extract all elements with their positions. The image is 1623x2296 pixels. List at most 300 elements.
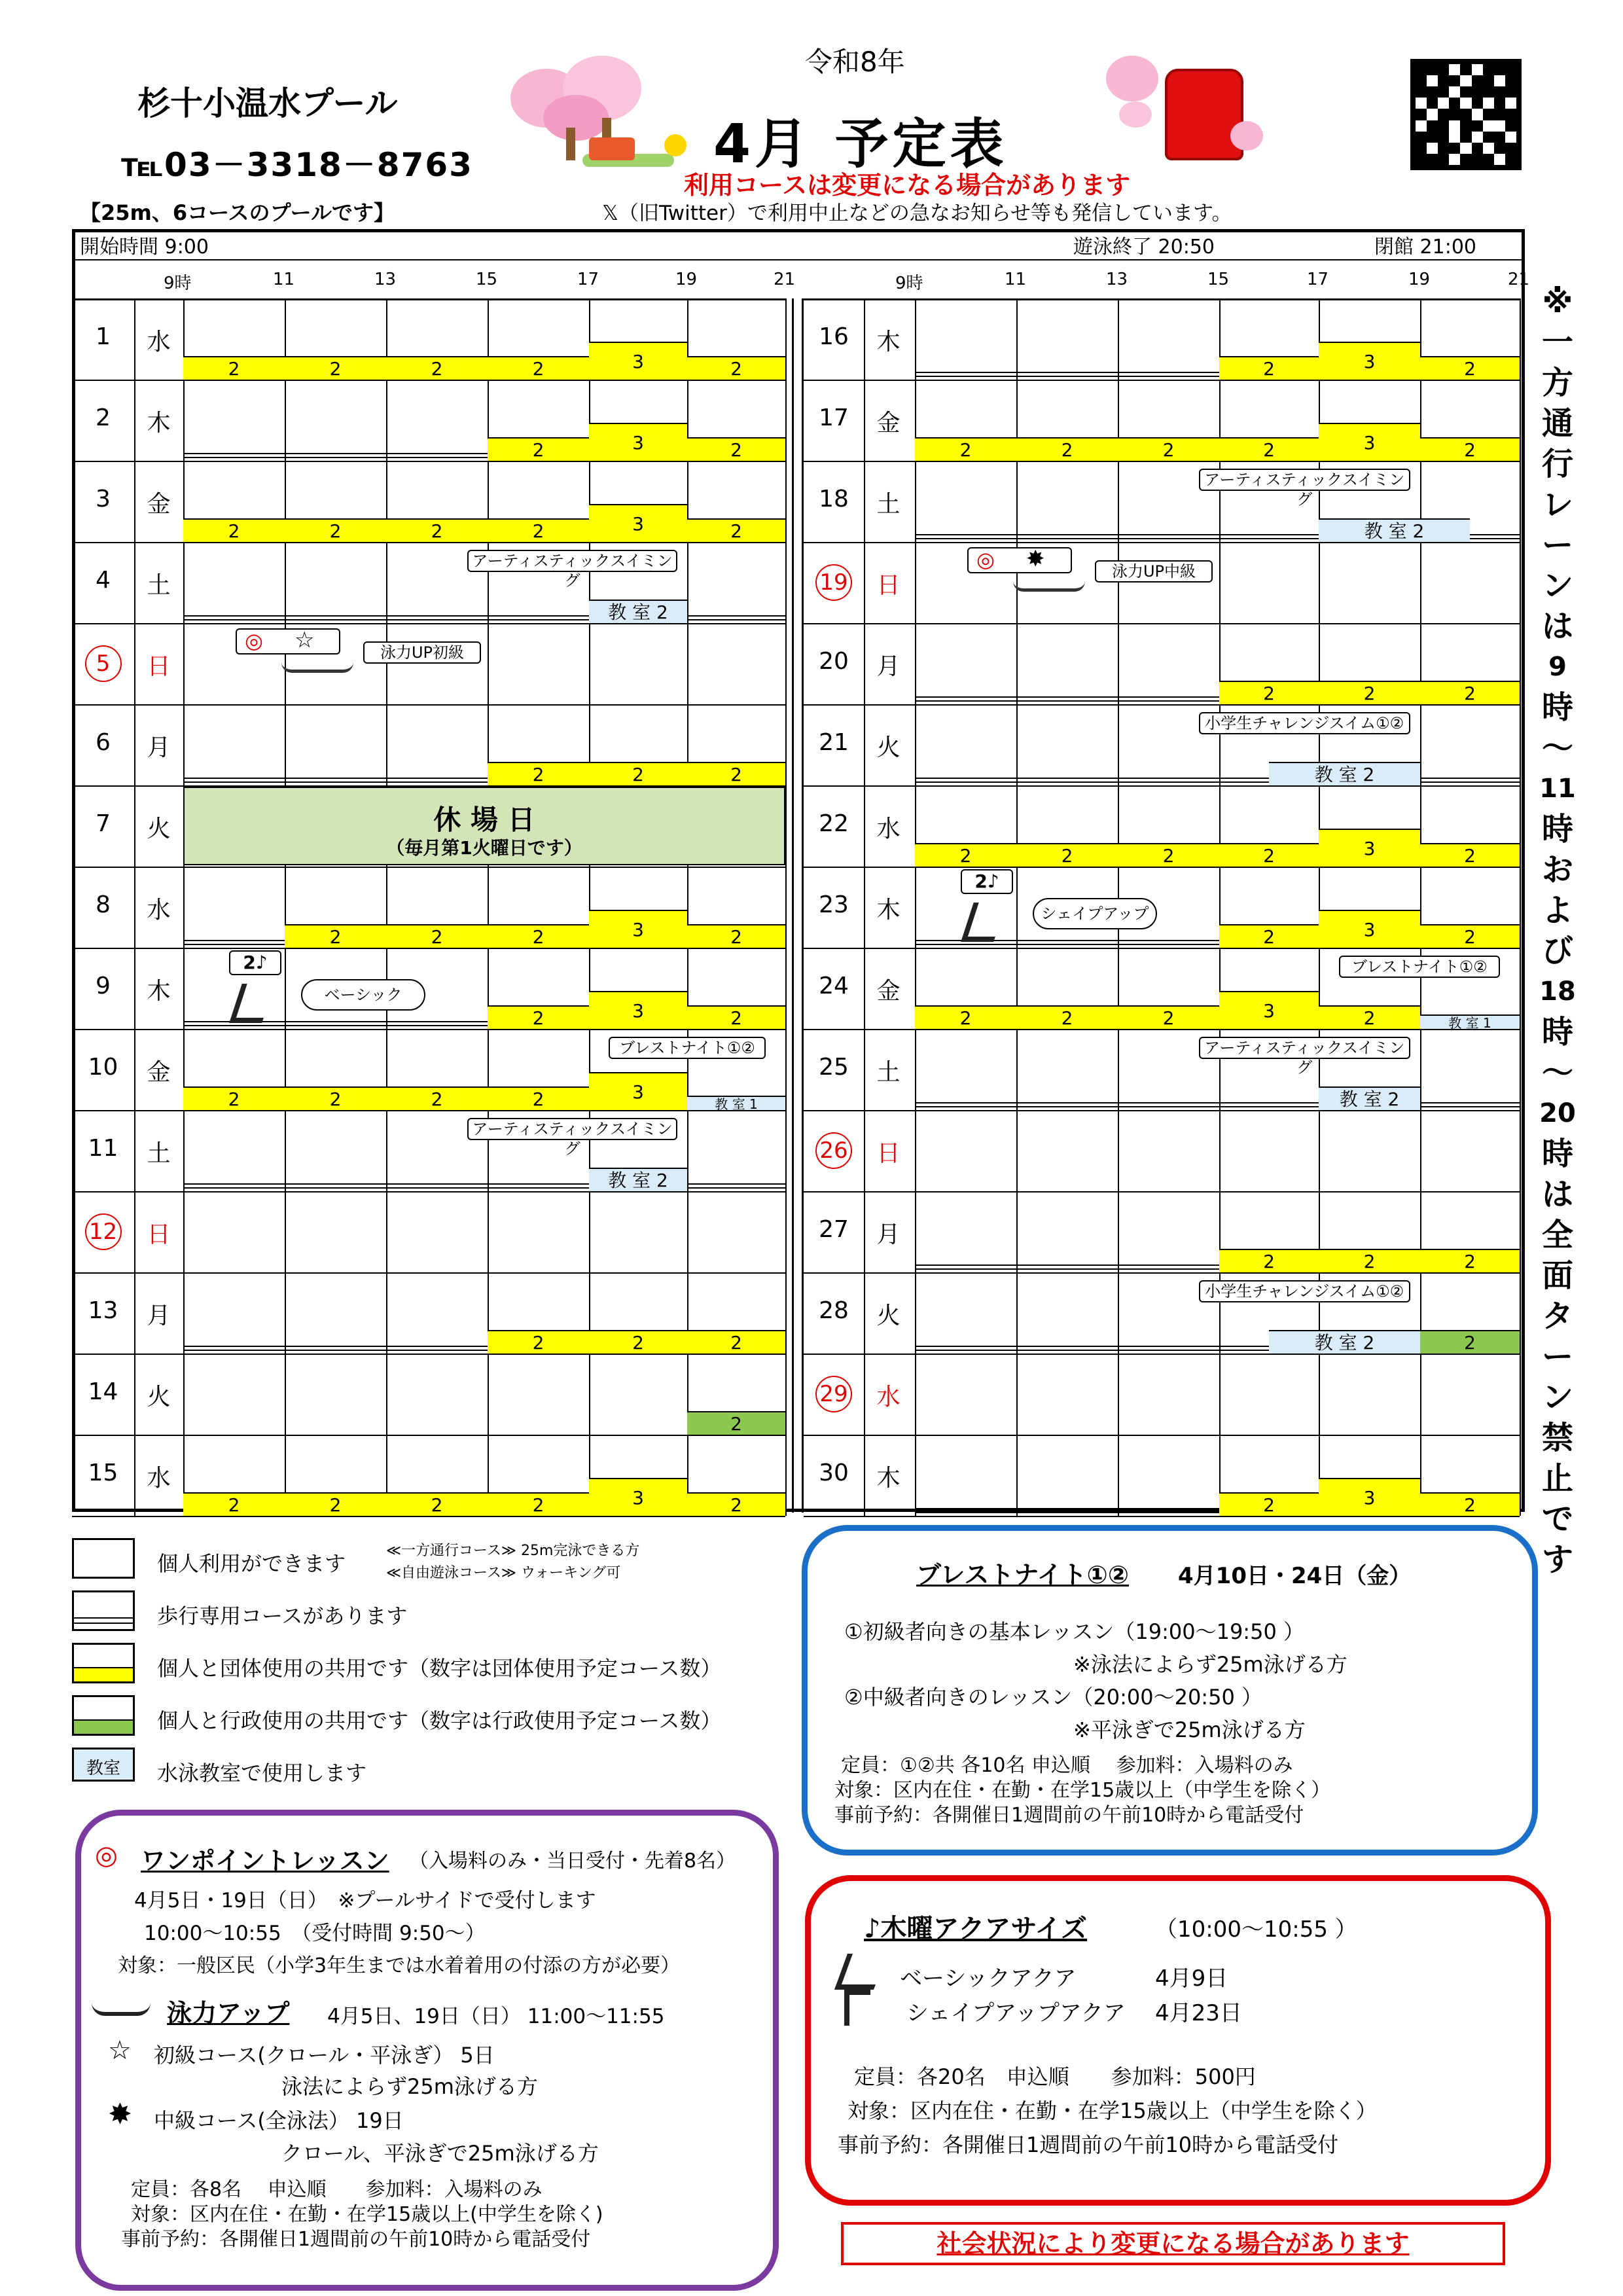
- shared-use-cell: 2: [183, 1492, 285, 1516]
- weekday: 日: [876, 572, 901, 599]
- weekday: 日: [147, 653, 171, 680]
- double-circle-icon: ◎: [976, 547, 995, 572]
- grid-line: [285, 704, 286, 785]
- grid-line: [785, 1354, 787, 1435]
- row-divider: [72, 1191, 785, 1193]
- one-point-reservation: 事前予約：各開催日1週間前の午前10時から電話受付: [121, 2228, 591, 2251]
- grid-line: [1520, 542, 1521, 623]
- shared-use-cell: 2: [386, 356, 488, 380]
- grid-line: [1420, 1354, 1421, 1435]
- grid-line: [1219, 1110, 1221, 1191]
- shared-use-cell: 3: [1319, 829, 1420, 867]
- page-title: 4月 予定表: [713, 113, 1008, 175]
- classroom-cell: 教 室 2: [1319, 518, 1470, 542]
- weekday: 木: [147, 978, 171, 1005]
- grid-line: [285, 1110, 286, 1191]
- grid-line: [915, 461, 916, 542]
- classroom-cell: 教 室 2: [589, 600, 687, 623]
- shared-use-cell: 2: [183, 1086, 285, 1110]
- school-bag-illustration: [1106, 56, 1263, 167]
- grid-line: [785, 461, 787, 542]
- close-time: 閉館 21:00: [1374, 236, 1476, 259]
- solid-star-icon: ✸: [108, 2098, 132, 2131]
- one-way-lane-note: [1538, 281, 1577, 1580]
- shared-use-cell: 2: [1420, 437, 1520, 461]
- shared-use-cell: 2: [1420, 1249, 1520, 1272]
- shared-use-cell: 2: [915, 1005, 1016, 1029]
- day-number: 5: [85, 645, 122, 682]
- grid-line: [1319, 1110, 1320, 1191]
- legend-sub-1: ≪一方通行コース≫ 25m完泳できる方: [386, 1543, 640, 1559]
- grid-line: [785, 1435, 787, 1516]
- row-divider: [804, 785, 1520, 787]
- grid-line: [785, 704, 787, 785]
- breast-night-line4: ※平泳ぎで25m泳げる方: [1073, 1717, 1306, 1742]
- shared-use-cell: 3: [589, 1478, 687, 1516]
- day-number: 4: [96, 567, 111, 594]
- shared-use-cell: 3: [589, 910, 687, 948]
- weekday: 火: [876, 1302, 901, 1329]
- grid-line: [1118, 1435, 1119, 1516]
- grid-line: [1420, 542, 1421, 623]
- grid-line: [687, 1110, 688, 1191]
- grid-line: [183, 948, 185, 1029]
- shared-use-cell: 2: [1420, 356, 1520, 380]
- legend-sub-2: ≪自由遊泳コース≫ ウォーキング可: [386, 1565, 621, 1581]
- weekday: 火: [147, 1384, 171, 1410]
- grid-line: [1016, 1110, 1018, 1191]
- day-number: 20: [819, 648, 849, 675]
- shared-use-cell: 2: [687, 356, 785, 380]
- day-number: 27: [819, 1216, 849, 1243]
- legend-swatch: [72, 1695, 135, 1736]
- grid-line: [915, 1354, 916, 1435]
- grid-line: [488, 1191, 489, 1272]
- day-number: 18: [819, 486, 849, 512]
- grid-line: [1118, 1354, 1119, 1435]
- grid-line: [1016, 1354, 1018, 1435]
- side-note-char: 11: [1539, 774, 1576, 804]
- day-number: 24: [819, 973, 849, 999]
- row-divider: [804, 1354, 1520, 1355]
- grid-line: [1016, 1435, 1018, 1516]
- time-tick: 15: [476, 270, 498, 289]
- row-divider: [72, 948, 785, 949]
- shared-use-cell: 2: [1420, 1492, 1520, 1516]
- shared-use-cell: 2: [687, 437, 785, 461]
- grid-line: [1520, 785, 1521, 867]
- grid-line: [386, 1110, 387, 1191]
- row-divider: [804, 704, 1520, 706]
- shared-use-cell: 2: [1319, 681, 1420, 704]
- row-divider: [72, 1354, 785, 1355]
- shared-use-cell: 2: [488, 1492, 589, 1516]
- grid-line: [785, 380, 787, 461]
- time-tick: 11: [273, 270, 295, 289]
- swim-end-time: 遊泳終了 20:50: [1073, 236, 1215, 259]
- grid-line: [386, 1354, 387, 1435]
- pool-name: 杉十小温水プール: [137, 84, 398, 122]
- intermediate-course: 中級コース(全泳法） 19日: [154, 2108, 404, 2133]
- day-number: 12: [85, 1213, 122, 1250]
- grid-line: [1016, 704, 1018, 785]
- walking-lane: [915, 1102, 1520, 1107]
- grid-line: [183, 1110, 185, 1191]
- breast-night-target: 対象：区内在住・在勤・在学15歳以上（中学生を除く）: [834, 1779, 1331, 1802]
- grid-line: [1520, 1435, 1521, 1516]
- weekday: 日: [147, 1221, 171, 1248]
- grid-line: [785, 1272, 787, 1354]
- shared-use-cell: 2: [386, 1492, 488, 1516]
- grid-line: [915, 867, 916, 948]
- time-tick: 11: [1005, 270, 1027, 289]
- breast-night-title: ブレストナイト①②: [916, 1560, 1130, 1589]
- side-note-char: ～: [1541, 1054, 1573, 1091]
- shared-use-cell: 2: [1420, 1330, 1520, 1354]
- swimmer-icon: [281, 662, 353, 673]
- side-note-char: 行: [1541, 446, 1573, 482]
- row-divider: [72, 380, 785, 381]
- shared-use-cell: 2: [687, 1005, 785, 1029]
- day-number: 19: [815, 564, 852, 601]
- weekday: 月: [876, 1221, 901, 1248]
- shared-use-cell: 2: [488, 1330, 589, 1354]
- grid-line: [785, 298, 787, 380]
- side-note-char: 方: [1541, 365, 1573, 401]
- grid-line: [1520, 461, 1521, 542]
- day-number: 25: [819, 1054, 849, 1081]
- aquasize-time: （10:00～10:55 ）: [1155, 1916, 1357, 1943]
- shared-use-cell: 2: [285, 924, 386, 948]
- grid-line: [1016, 1191, 1018, 1272]
- side-note-char: 通: [1541, 405, 1573, 442]
- day-number: 28: [819, 1297, 849, 1324]
- shared-use-cell: 2: [386, 1086, 488, 1110]
- shared-use-cell: 2: [488, 1086, 589, 1110]
- shared-use-cell: 2: [183, 518, 285, 542]
- side-note-char: 止: [1541, 1460, 1573, 1497]
- aqua-count-box: 2♪: [229, 950, 281, 975]
- shared-use-cell: 2: [589, 762, 687, 785]
- shared-use-cell: 2: [1420, 924, 1520, 948]
- grid-line: [915, 1435, 916, 1516]
- weekday: 金: [147, 491, 171, 518]
- grid-line: [785, 1029, 787, 1110]
- day-number: 30: [819, 1460, 849, 1486]
- row-divider: [804, 380, 1520, 381]
- shared-use-cell: 2: [488, 762, 589, 785]
- row-divider: [804, 1516, 1520, 1517]
- row-divider: [72, 1029, 785, 1030]
- side-note-char: タ: [1541, 1298, 1573, 1335]
- classroom-cell: 教 室 1: [687, 1096, 785, 1110]
- grid-line: [1219, 542, 1221, 623]
- time-tick: 21: [774, 270, 796, 289]
- shared-use-cell: 2: [1016, 437, 1118, 461]
- grid-line: [1520, 1110, 1521, 1191]
- weekday: 水: [147, 329, 171, 355]
- grid-line: [285, 948, 286, 1029]
- event-callout: ブレストナイト①②: [609, 1037, 766, 1059]
- row-divider: [72, 461, 785, 462]
- side-note-char: 18: [1539, 977, 1576, 1007]
- one-point-lesson-dates: 4月5日・19日（日） ※プールサイドで受付します: [134, 1889, 596, 1912]
- aqua-name-callout: シェイプアップ: [1033, 898, 1157, 929]
- grid-line: [1016, 1272, 1018, 1354]
- grid-line: [285, 380, 286, 461]
- side-note-char: 9: [1548, 652, 1567, 682]
- grid-line: [183, 623, 185, 704]
- row-divider: [72, 1435, 785, 1436]
- day-number: 1: [96, 323, 111, 350]
- grid-line: [915, 1191, 916, 1272]
- shared-use-cell: 2: [285, 518, 386, 542]
- weekday: 水: [876, 816, 901, 842]
- grid-line: [386, 1191, 387, 1272]
- grid-line: [1118, 1272, 1119, 1354]
- swim-up-date: 4月5日、19日（日） 11:00～11:55: [327, 2005, 665, 2028]
- swim-up-title: 泳力アップ: [167, 1999, 290, 2028]
- day-number: 17: [819, 404, 849, 431]
- row-divider: [804, 867, 1520, 868]
- grid-line: [1420, 1029, 1421, 1110]
- grid-line: [785, 867, 787, 948]
- legend-label: 水泳教室で使用します: [157, 1761, 367, 1785]
- grid-line: [1118, 298, 1119, 380]
- grid-top: [72, 298, 785, 300]
- shared-use-cell: 3: [589, 504, 687, 542]
- row-divider: [72, 1516, 785, 1517]
- shared-use-cell: 3: [589, 991, 687, 1029]
- intermediate-course-req: クロール、平泳ぎで25m泳げる方: [281, 2141, 599, 2166]
- side-note-char: 時: [1541, 1136, 1573, 1172]
- weekday: 土: [147, 572, 171, 599]
- day-number: 23: [819, 891, 849, 918]
- shared-use-cell: 2: [1118, 437, 1219, 461]
- shared-use-cell: 2: [1219, 437, 1319, 461]
- time-tick: 19: [1408, 270, 1431, 289]
- event-callout: アーティスティックスイミング: [1199, 1037, 1410, 1059]
- grid-line: [589, 1354, 590, 1435]
- row-divider: [72, 542, 785, 543]
- weekday: 水: [147, 897, 171, 924]
- row-divider: [72, 704, 785, 706]
- grid-line: [1319, 542, 1320, 623]
- grid-line: [183, 1354, 185, 1435]
- time-tick: 9時: [895, 274, 923, 293]
- grid-line: [1016, 623, 1018, 704]
- grid-line: [1016, 1029, 1018, 1110]
- shared-use-cell: 2: [1420, 681, 1520, 704]
- shared-use-cell: 2: [488, 924, 589, 948]
- weekday: 月: [147, 1302, 171, 1329]
- weekday: 金: [876, 410, 901, 437]
- grid-line: [285, 1272, 286, 1354]
- grid-line: [915, 1272, 916, 1354]
- one-point-lesson-target: 対象：一般区民（小学3年生までは水着着用の付添の方が必要）: [118, 1954, 681, 1977]
- social-situation-notice: 社会状況により変更になる場合があります: [841, 2222, 1505, 2265]
- shared-use-cell: 2: [488, 437, 589, 461]
- shared-use-cell: 2: [1319, 1005, 1420, 1029]
- grid-line: [589, 623, 590, 704]
- double-circle-icon: ◎: [95, 1840, 118, 1871]
- day-number: 7: [96, 810, 111, 837]
- shared-use-cell: 2: [915, 843, 1016, 867]
- classroom-cell: 教 室 1: [1420, 1014, 1520, 1029]
- weekday: 金: [147, 1059, 171, 1086]
- pool-spec: 【25m、6コースのプールです】: [80, 200, 395, 225]
- open-star-icon: ☆: [108, 2036, 132, 2066]
- side-note-char: 一: [1541, 324, 1573, 361]
- walking-lane: [183, 1183, 785, 1189]
- grid-line: [1520, 867, 1521, 948]
- swimmer-icon: [92, 2003, 151, 2016]
- grid-line: [785, 623, 787, 704]
- side-note-char: は: [1541, 1176, 1573, 1213]
- aqua-count-box: 2♪: [961, 869, 1013, 894]
- shared-use-cell: 3: [589, 423, 687, 461]
- day-number: 9: [96, 973, 111, 999]
- walk-swatch: [74, 1617, 133, 1624]
- event-callout: 小学生チャレンジスイム①②: [1199, 1280, 1410, 1302]
- side-note-char: 時: [1541, 811, 1573, 848]
- grid-line: [1520, 1029, 1521, 1110]
- grid-line: [1118, 1029, 1119, 1110]
- basic-aqua-date: 4月9日: [1155, 1965, 1228, 1992]
- shared-use-cell: 2: [687, 1411, 785, 1435]
- grid-line: [915, 1110, 916, 1191]
- shared-use-cell: 2: [1219, 356, 1319, 380]
- shared-use-cell: 2: [687, 1330, 785, 1354]
- side-note-char: ー: [1541, 1338, 1573, 1375]
- grid-line: [1118, 704, 1119, 785]
- classroom-cell: 教 室 2: [1319, 1086, 1420, 1110]
- shared-use-cell: 2: [285, 1492, 386, 1516]
- side-note-char: ン: [1541, 1379, 1573, 1416]
- one-point-lesson-title: ワンポイントレッスン: [141, 1846, 389, 1875]
- row-divider: [804, 461, 1520, 462]
- weekday: 水: [876, 1384, 901, 1410]
- row-divider: [804, 623, 1520, 624]
- phone-number: ℡03－3318－8763: [121, 146, 473, 184]
- legend-swatch: [72, 1538, 135, 1579]
- breast-night-reservation: 事前予約：各開催日1週間前の午前10時から電話受付: [834, 1804, 1304, 1827]
- grid-line: [915, 298, 916, 380]
- day-number: 3: [96, 486, 111, 512]
- grid-line: [1520, 623, 1521, 704]
- grid-line: [386, 623, 387, 704]
- legend-swatch: [72, 1590, 135, 1631]
- shapeup-aqua-date: 4月23日: [1155, 2000, 1242, 2026]
- shared-use-cell: 3: [1319, 342, 1420, 380]
- breast-night-line3: ②中級者向きのレッスン（20:00～20:50 ）: [844, 1685, 1262, 1710]
- shared-use-cell: 2: [1016, 843, 1118, 867]
- beginner-course: 初級コース(クロール・平泳ぎ） 5日: [154, 2043, 495, 2068]
- swimmer-icon: [1013, 581, 1085, 592]
- time-tick: 15: [1207, 270, 1230, 289]
- weekday: 木: [876, 1465, 901, 1492]
- shared-use-cell: 2: [1219, 924, 1319, 948]
- cherry-blossom-illustration: [504, 56, 674, 167]
- grid-line: [285, 1191, 286, 1272]
- row-divider: [72, 623, 785, 624]
- grid-line: [589, 1191, 590, 1272]
- lesson-name-callout: 泳力UP初級: [363, 641, 481, 664]
- day-number: 10: [88, 1054, 118, 1081]
- side-note-char: お: [1541, 852, 1573, 888]
- grid-line: [1420, 704, 1421, 785]
- grid-line: [785, 948, 787, 1029]
- event-callout: アーティスティックスイミング: [467, 550, 677, 572]
- grid-line: [386, 380, 387, 461]
- side-note-char: よ: [1541, 892, 1573, 929]
- grid-line: [915, 623, 916, 704]
- grid-line: [687, 623, 688, 704]
- grid-line: [183, 542, 185, 623]
- breast-night-line2: ※泳法によらず25m泳げる方: [1073, 1652, 1347, 1677]
- row-divider: [72, 1272, 785, 1274]
- weekday: 月: [147, 734, 171, 761]
- shared-use-cell: 2: [1219, 843, 1319, 867]
- grid-line: [1118, 1191, 1119, 1272]
- lesson-name-callout: 泳力UP中級: [1095, 560, 1213, 583]
- grid-line: [1118, 623, 1119, 704]
- weekday: 火: [876, 734, 901, 761]
- grid-line: [1319, 1354, 1320, 1435]
- qr-code[interactable]: [1410, 59, 1522, 170]
- flower-icon: [664, 134, 687, 156]
- shared-use-cell: 2: [386, 518, 488, 542]
- day-number: 6: [96, 729, 111, 756]
- aquasize-target: 対象：区内在住・在勤・在学15歳以上（中学生を除く）: [847, 2098, 1377, 2123]
- shared-use-cell: 3: [589, 1072, 687, 1110]
- aquasize-reservation: 事前予約：各開催日1週間前の午前10時から電話受付: [838, 2132, 1339, 2157]
- side-note-char: 全: [1541, 1217, 1573, 1253]
- day-number: 26: [815, 1132, 852, 1169]
- row-divider: [804, 1191, 1520, 1193]
- row-divider: [804, 948, 1520, 949]
- walking-lane: [183, 940, 285, 945]
- aqua-name-callout: ベーシック: [301, 979, 425, 1011]
- weekday: 土: [876, 491, 901, 518]
- grid-top: [804, 298, 1520, 300]
- weekday: 土: [876, 1059, 901, 1086]
- twitter-note: 𝕏（旧Twitter）で利用中止などの急なお知らせ等も発信しています。: [602, 202, 1232, 225]
- time-tick: 17: [577, 270, 599, 289]
- event-callout: アーティスティックスイミング: [467, 1118, 677, 1140]
- shared-use-cell: 2: [915, 437, 1016, 461]
- beginner-course-req: 泳法によらず25m泳げる方: [281, 2074, 538, 2099]
- legend-swatch: [72, 1748, 135, 1782]
- grid-line: [1520, 380, 1521, 461]
- shared-use-cell: 2: [1219, 1492, 1319, 1516]
- shared-use-cell: 2: [183, 356, 285, 380]
- star-icon: ☆: [294, 627, 315, 653]
- double-circle-icon: ◎: [245, 628, 263, 653]
- weekday: 木: [147, 410, 171, 437]
- grid-line: [1520, 1191, 1521, 1272]
- legend-label: 歩行専用コースがあります: [157, 1604, 408, 1628]
- shared-use-cell: 2: [1319, 1249, 1420, 1272]
- grid-line: [915, 704, 916, 785]
- weekday: 月: [876, 653, 901, 680]
- day-number: 2: [96, 404, 111, 431]
- time-tick: 21: [1508, 270, 1530, 289]
- shared-use-cell: 2: [386, 924, 488, 948]
- grid-line: [488, 1354, 489, 1435]
- day-number: 14: [88, 1378, 118, 1405]
- shared-use-cell: 3: [589, 342, 687, 380]
